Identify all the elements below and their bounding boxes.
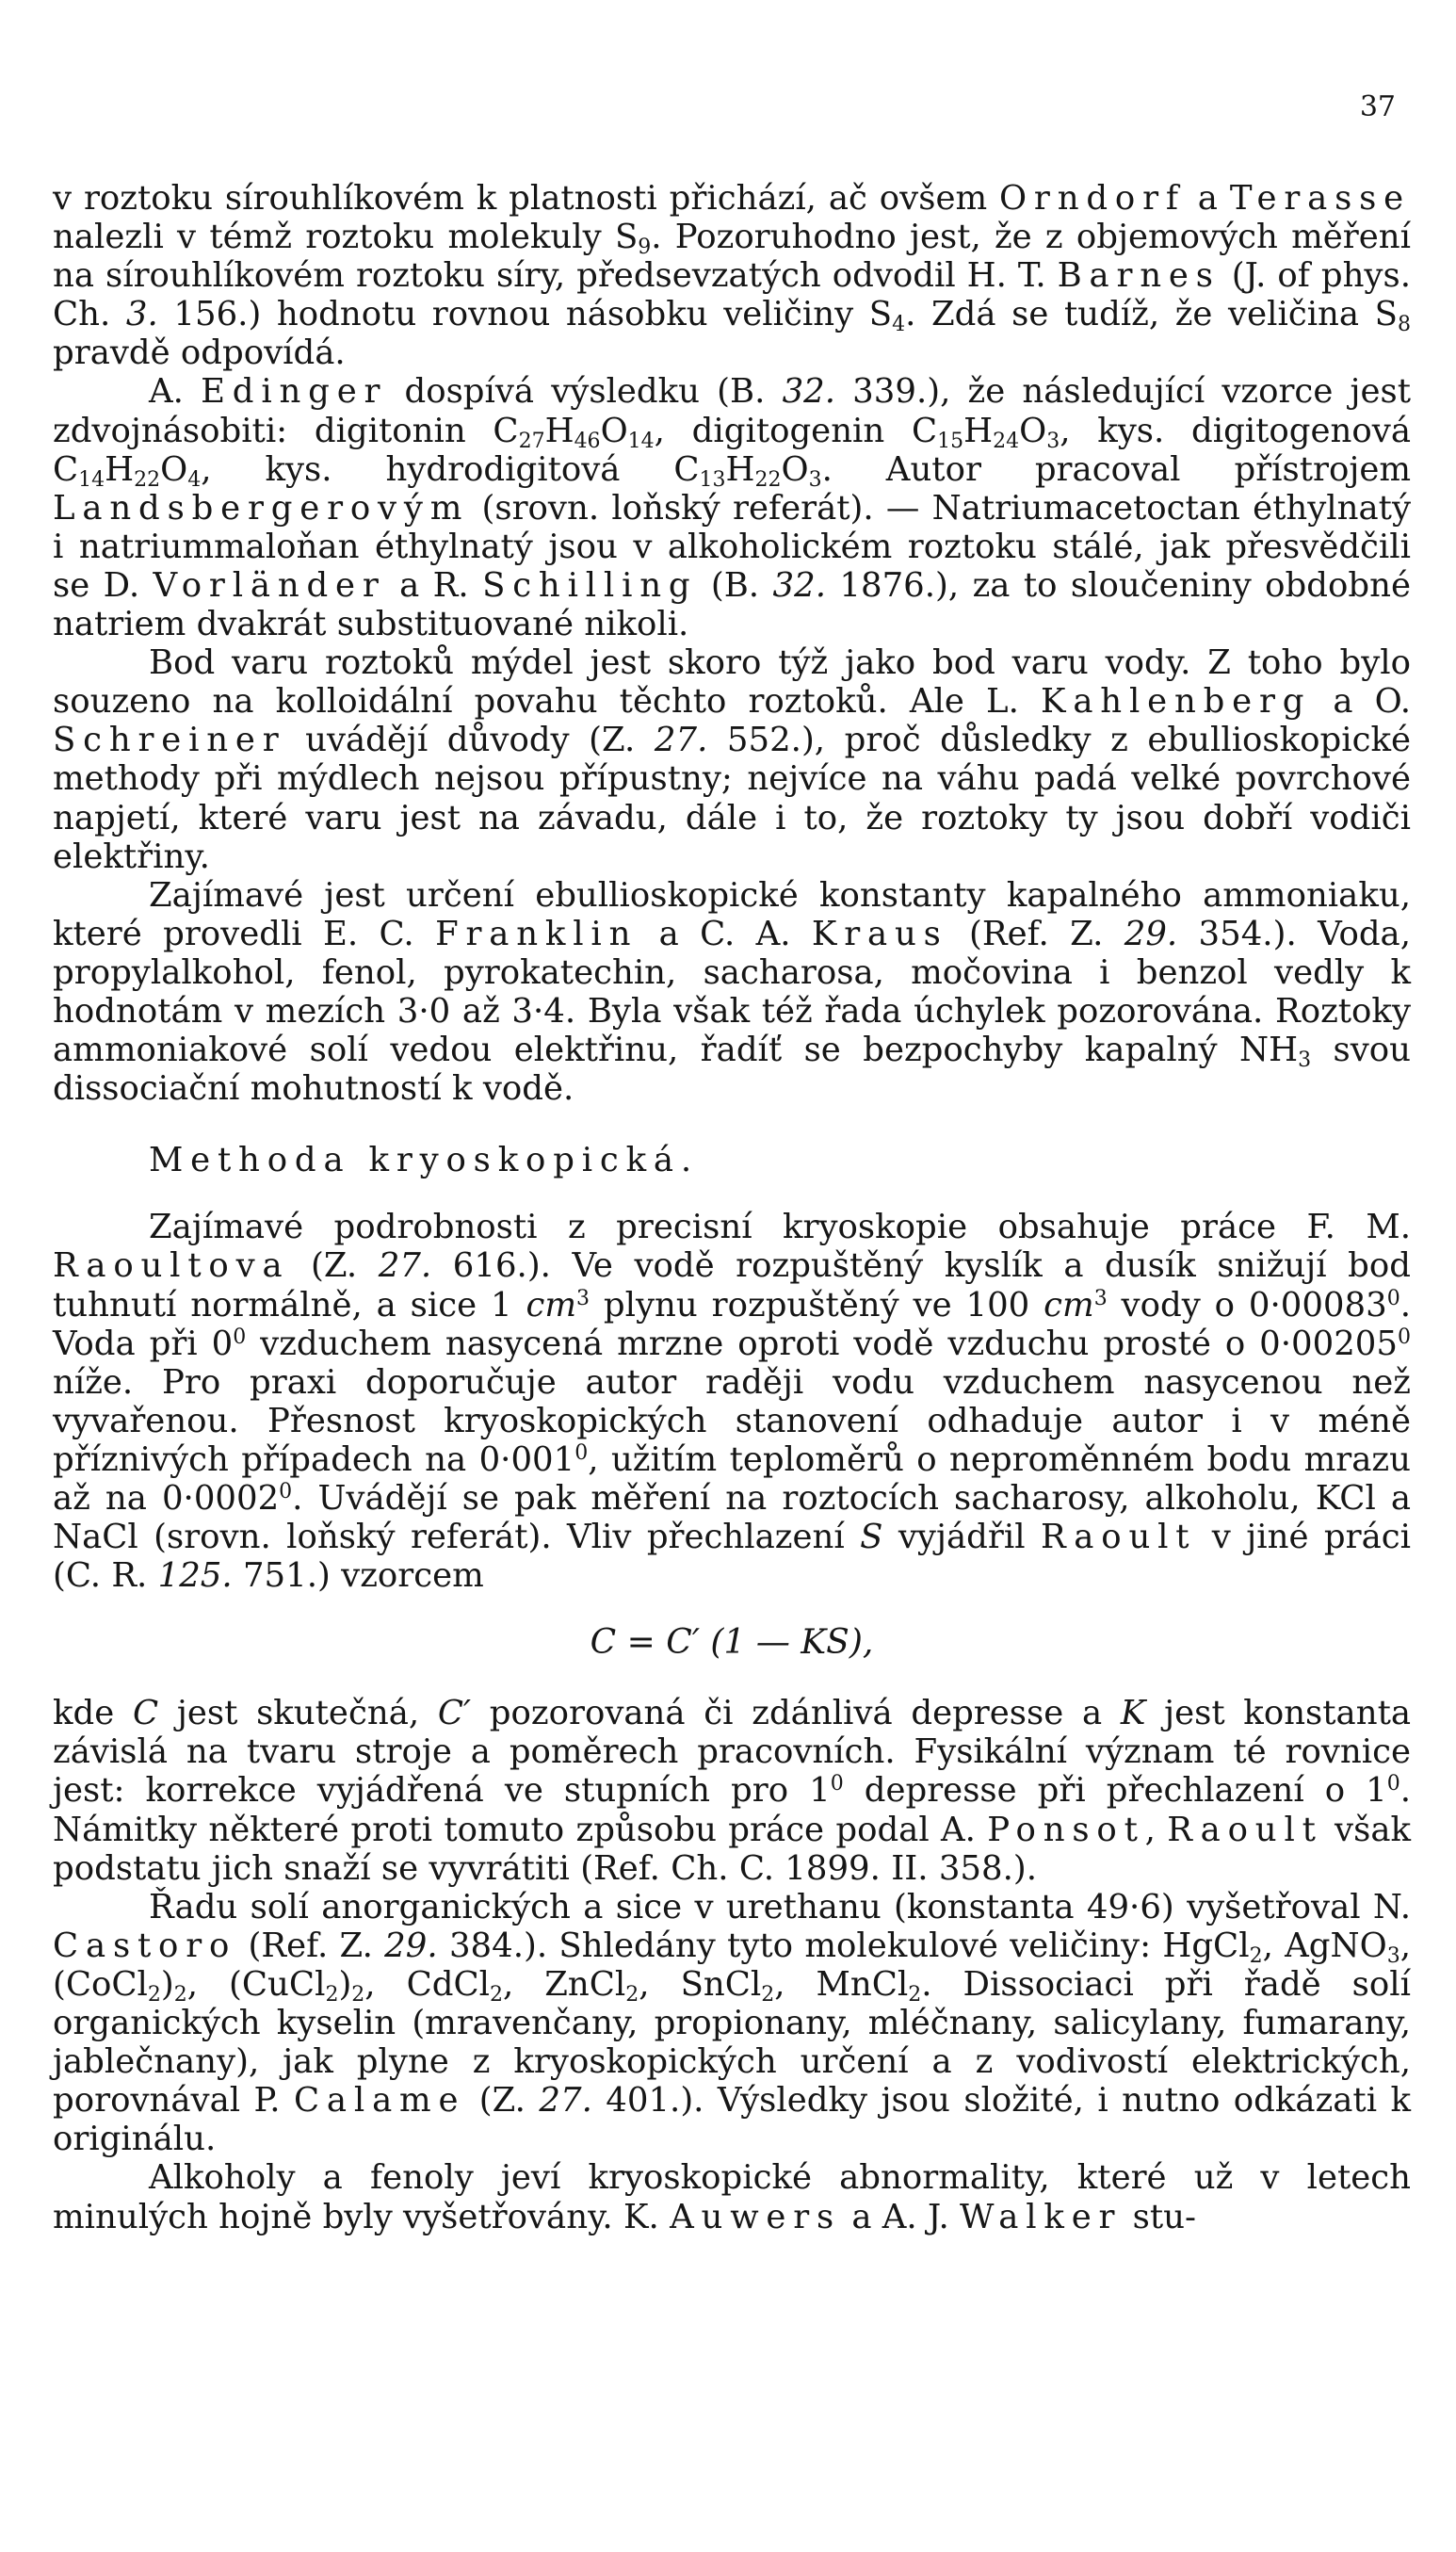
paragraph: Řadu solí anorganických a sice v urethanu (konstanta 49·6) vyšetřoval N. Castoro (Ref. Z. 29. 384.). Shledány tyto molekulové veličiny: HgCl$_2$, AgNO$_3$, $(CoCl_2)_2$, $(CuCl_2)_2$, CdCl$_2$, ZnCl$_2$, SnCl$_2$, MnCl$_2$. Dissociaci při řadě solí organických kyselin (mravenčany, propionany, mléčnany, salicylany, fumarany, jablečnany), jak plyne z kryoskopických určení a z vodivostí elektrických, porovnával P. Calame (Z. 27. 401.). Výsledky jsou složité, i nutno odkázati k originálu. xyxy=(53,1887,1411,2159)
paragraph: Alkoholy a fenoly jeví kryoskopické abnormality, které už v letech minulých hojně byly vyšetřovány. K. Auwers a A. J. Walker stu- xyxy=(53,2158,1411,2236)
paragraph: Bod varu roztoků mýdel jest skoro týž jako bod varu vody. Z toho bylo souzeno na kolloidální povahu těchto roztoků. Ale L. Kahlenberg a O. Schreiner uvádějí důvody (Z. 27. 552.), proč důsledky z ebullioskopické methody při mýdlech nejsou přípustny; nejvíce na váhu padá velké povrchové napjetí, které varu jest na závadu, dále i to, že roztoky ty jsou dobří vodiči elektřiny. xyxy=(53,643,1412,876)
paragraph: A. Edinger dospívá výsledku (B. 32. 339.), že následující vzorce jest zdvojnásobiti: digitonin $C_{27}H_{46}O_{14}$, digitogenin $C_{15}H_{24}O_3$, kys. digitogenová $C_{14}H_{22}O_4$, kys. hydrodigitová $C_{13}H_{22}O_3$. Autor pracoval přístrojem Landsbergerovým (srovn. loňský referát). — Natriumacetoctan éthylnatý i natriummaloňan éthylnatý jsou v alkoholickém roztoku stálé, jak přesvědčili se D. Vorländer a R. Schilling (B. 32. 1876.), za to sloučeniny obdobné natriem dvakrát substituované nikoli. xyxy=(53,372,1411,644)
section-heading: Methoda kryoskopická. xyxy=(149,1141,699,1180)
paragraph: v roztoku sírouhlíkovém k platnosti přichází, ač ovšem Orndorf a Terasse nalezli v témž roztoku molekuly $S_9$. Pozoruhodno jest, že z objemových měření na sírouhlíkovém roztoku síry, předsevzatých odvodil H. T. Barnes (J. of phys. Ch. 3. 156.) hodnotu rovnou násobku veličiny $S_4$. Zdá se tudíž, že veličina $S_8$ pravdě odpovídá. xyxy=(53,179,1411,373)
paragraph: Zajímavé podrobnosti z precisní kryoskopie obsahuje práce F. M. Raoultova (Z. 27. 616.). Ve vodě rozpuštěný kyslík a dusík snižují bod tuhnutí normálně, a sice 1 $cm^3$ plynu rozpuštěný ve 100 $cm^3$ vody o $0\cdot 00083^0$. Voda při $0^0$ vzduchem nasycená mrzne oproti vodě vzduchu prosté o $0\cdot 00205^0$ níže. Pro praxi doporučuje autor raději vodu vzduchem nasycenou než vyvařenou. Přesnost kryoskopických stanovení odhaduje autor i v méně příznivých případech na $0\cdot 001^0$, užitím teploměrů o neproměnném bodu mrazu až na $0\cdot 0002^0$. Uvádějí se pak měření na roztocích sacharosy, alkoholu, KCl a NaCl (srovn. loňský referát). Vliv přechlazení S vyjádřil Raoult v jiné práci (C. R. 125. 751.) vzorcem xyxy=(53,1208,1412,1596)
page-number: 37 xyxy=(1359,90,1396,123)
paragraph: Zajímavé jest určení ebullioskopické konstanty kapalného ammoniaku, které provedli E. C. Franklin a C. A. Kraus (Ref. Z. 29. 354.). Voda, propylalkohol, fenol, pyrokatechin, sacharosa, močovina i benzol vedly k hodnotám v mezích 3·0 až 3·4. Byla však též řada úchylek pozorována. Roztoky ammoniakové solí vedou elektřinu, řadíť se bezpochyby kapalný $NH_3$ svou dissociační mohutností k vodě. xyxy=(53,875,1411,1109)
page-body xyxy=(53,179,1411,2236)
formula: C = C′ (1 — KS), xyxy=(590,1623,874,1663)
paragraph: kde C jest skutečná, C′ pozorovaná či zdánlivá depresse a K jest konstanta závislá na tvaru stroje a poměrech pracovních. Fysikální význam té rovnice jest: korrekce vyjádřená ve stupních pro $1^0$ depresse při přechlazení o $1^0$. Námitky některé proti tomuto způsobu práce podal A. Ponsot, Raoult však podstatu jich snaží se vyvrátiti (Ref. Ch. C. 1899. II. 358.). xyxy=(53,1694,1412,1888)
